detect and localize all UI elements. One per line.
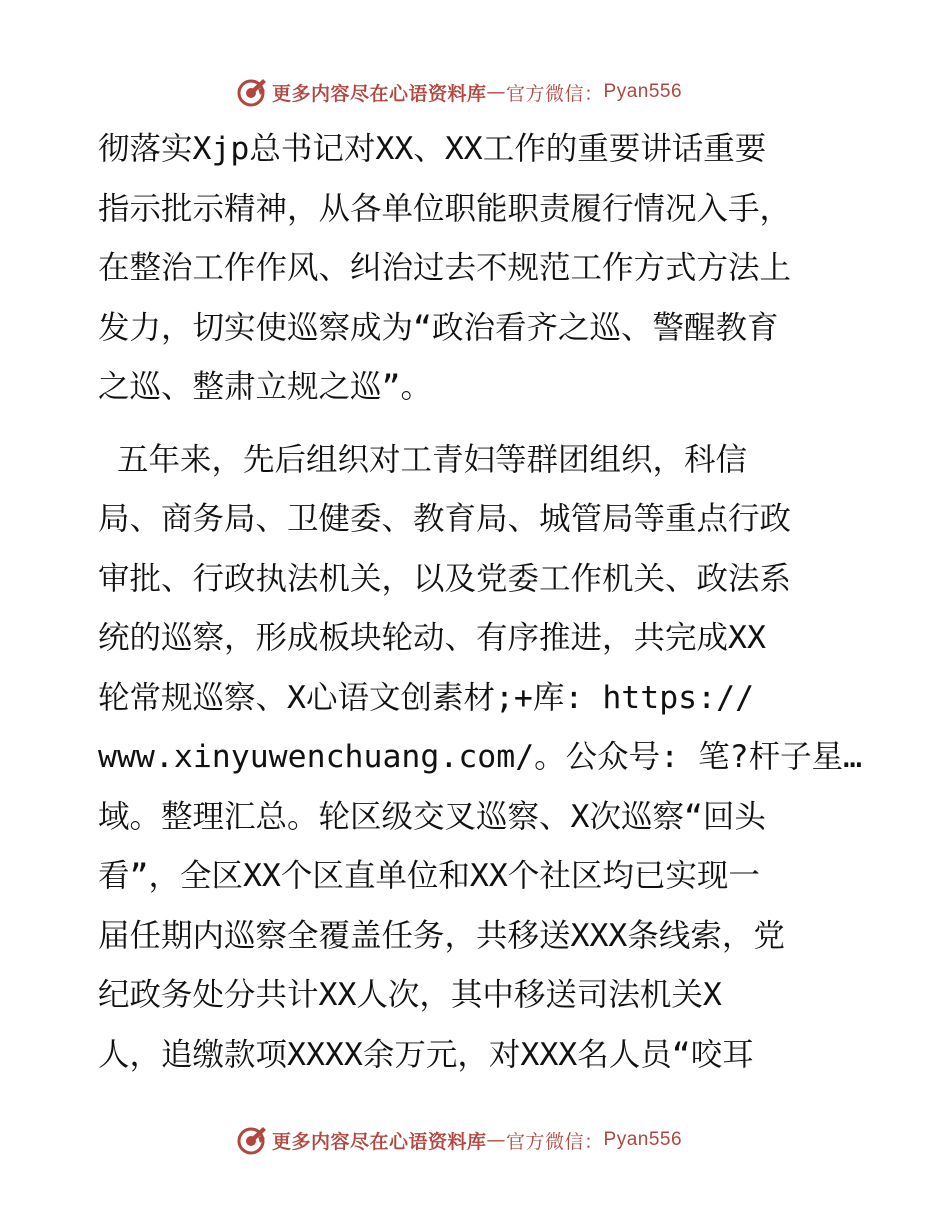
paragraph-1 — [98, 120, 858, 418]
text-line: 彻落实Xjp总书记对XX、XX工作的重要讲话重要 — [98, 131, 767, 167]
text-line: 纪政务处分共计XX人次，其中移送司法机关X — [98, 977, 722, 1013]
footer-wechat-label: 官方微信： — [506, 1130, 604, 1153]
text-line: 域。整理汇总。轮区级交叉巡察、X次巡察“回头 — [98, 798, 766, 835]
text-line: 届任期内巡察全覆盖任务，共移送XXX条线索，党 — [98, 917, 785, 954]
footer-brand: 更多内容尽在心语资料库 — [272, 1130, 487, 1153]
footer-separator: — — [486, 1129, 507, 1151]
text-line: 统的巡察，形成板块轮动、有序推进，共完成XX — [98, 620, 766, 656]
text-line: 局、商务局、卫健委、教育局、城管局等重点行政 — [98, 501, 792, 537]
header-banner — [236, 72, 716, 112]
body-text — [98, 120, 863, 1085]
footer-banner — [236, 1120, 716, 1160]
header-wechat-id: Pyan556 — [603, 81, 683, 102]
text-line: 五年来，先后组织对工青妇等群团组织，科信 — [98, 441, 747, 478]
pen-logo-icon — [236, 1124, 268, 1156]
text-line: 在整治工作作风、纠治过去不规范工作方式方法上 — [98, 250, 792, 286]
header-brand: 更多内容尽在心语资料库 — [272, 82, 487, 105]
footer-wechat-id: Pyan556 — [603, 1129, 683, 1150]
pen-logo-icon — [236, 76, 268, 108]
text-line: 之巡、整肃立规之巡”。 — [98, 369, 432, 405]
header-separator: — — [486, 81, 507, 103]
text-line: 轮常规巡察、X心语文创素材;+库: https:// — [98, 679, 755, 716]
text-line: 发力，切实使巡察成为“政治看齐之巡、警醒教育 — [98, 309, 779, 346]
paragraph-2 — [98, 431, 863, 1086]
text-line: 指示批示精神，从各单位职能职责履行情况入手， — [98, 190, 792, 227]
text-line: 人，追缴款项XXXX余万元，对XXX名人员“咬耳 — [98, 1036, 754, 1073]
text-line: 看”，全区XX个区直单位和XX个社区均已实现一 — [98, 858, 760, 894]
text-line: www.xinyuwenchuang.com/。公众号: 笔?杆子星… — [98, 739, 863, 775]
header-wechat-label: 官方微信： — [506, 82, 604, 105]
text-line: 审批、行政执法机关，以及党委工作机关、政法系 — [98, 560, 792, 597]
